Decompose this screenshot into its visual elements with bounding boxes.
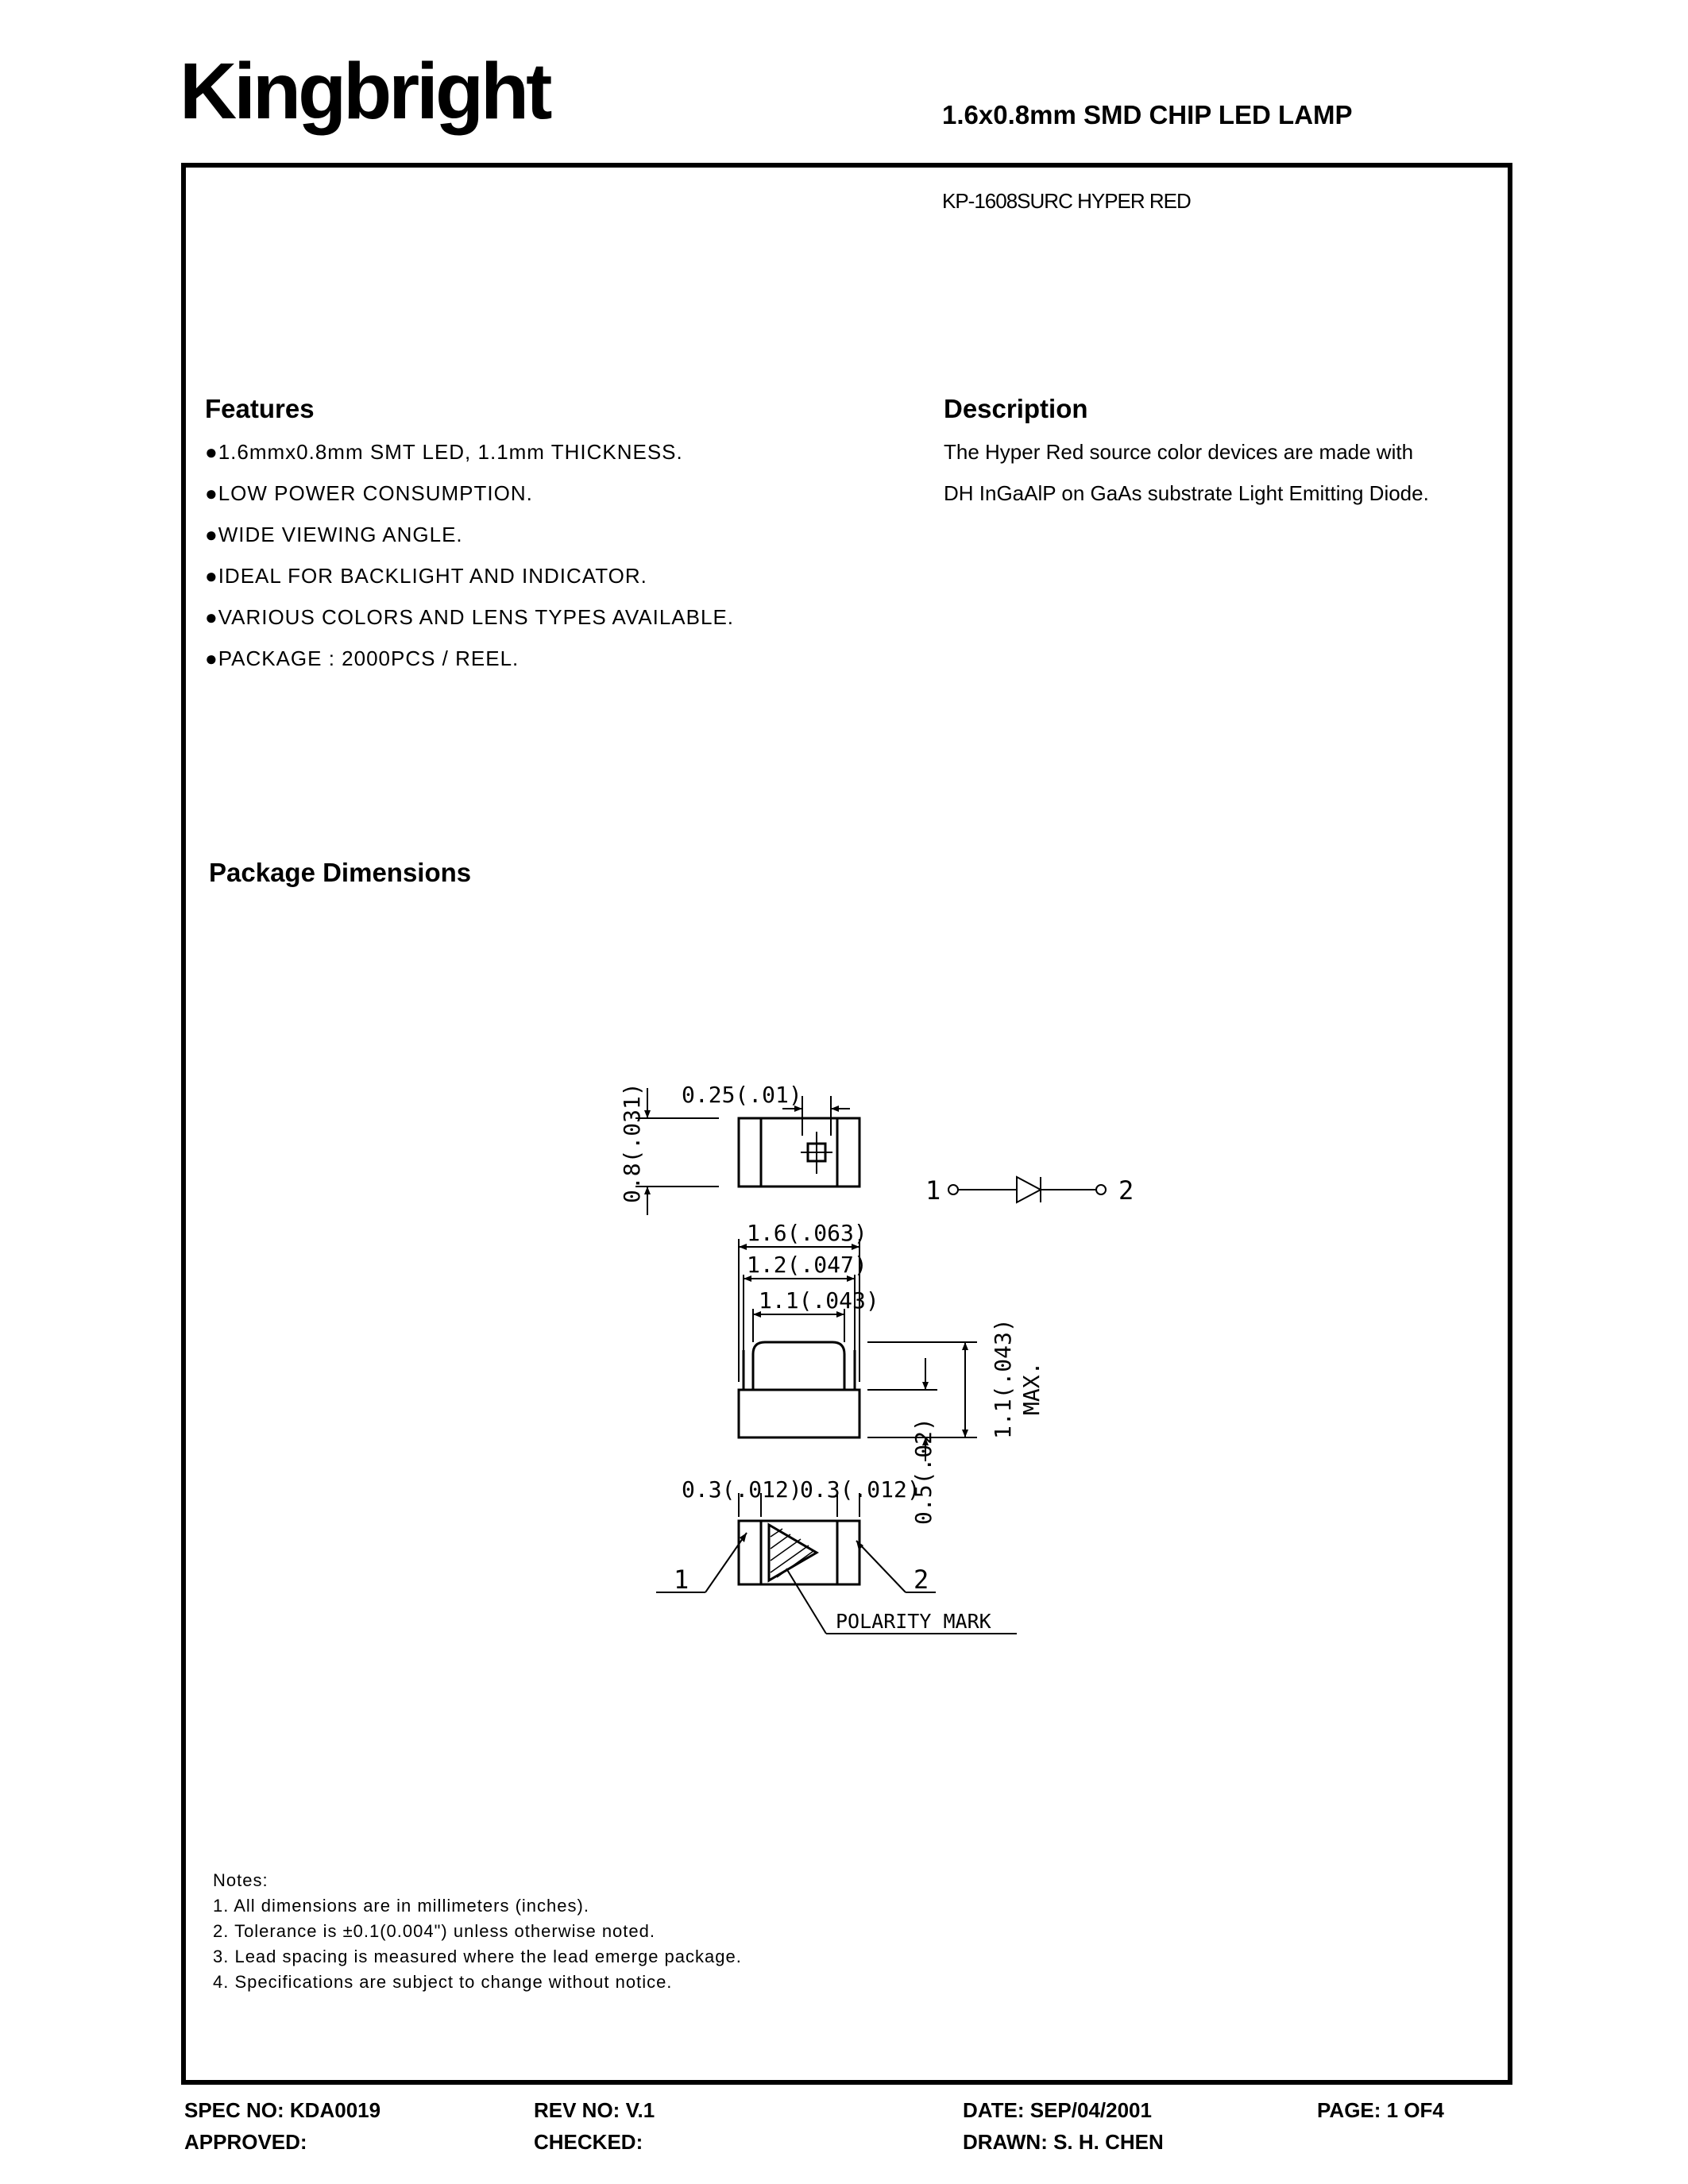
page-number: PAGE: 1 OF4: [1317, 2098, 1444, 2122]
symbol-pin2-label: 2: [1118, 1175, 1134, 1206]
note-item: 2. Tolerance is ±0.1(0.004") unless otherwise noted.: [213, 1921, 655, 1941]
dim-max: MAX.: [1018, 1361, 1045, 1415]
spec-number: SPEC NO: KDA0019: [184, 2098, 381, 2122]
note-item: 3. Lead spacing is measured where the lead emerge package.: [213, 1947, 742, 1966]
pin1-label: 1: [674, 1565, 689, 1595]
checked-label: CHECKED:: [534, 2130, 643, 2154]
note-item: 4. Specifications are subject to change without notice.: [213, 1972, 673, 1992]
feature-item: ●WIDE VIEWING ANGLE.: [205, 523, 463, 546]
part-number: KP-1608SURC HYPER RED: [942, 189, 1191, 213]
symbol-pin1-label: 1: [925, 1175, 941, 1206]
revision-number: REV NO: V.1: [534, 2098, 655, 2122]
note-item: 1. All dimensions are in millimeters (inches).: [213, 1896, 589, 1916]
dim-top-width: 0.25(.01): [682, 1082, 802, 1108]
dim-body: 1.2(.047): [747, 1252, 867, 1278]
description-line: The Hyper Red source color devices are made with: [944, 440, 1414, 464]
document-title: 1.6x0.8mm SMD CHIP LED LAMP: [942, 100, 1353, 129]
feature-item: ●IDEAL FOR BACKLIGHT AND INDICATOR.: [205, 564, 647, 588]
dim-pad-right: 0.3(.012): [800, 1476, 921, 1503]
feature-item: ●LOW POWER CONSUMPTION.: [205, 481, 533, 505]
notes-title: Notes:: [213, 1870, 268, 1890]
feature-item: ●VARIOUS COLORS AND LENS TYPES AVAILABLE.: [205, 605, 735, 629]
feature-item: ●1.6mmx0.8mm SMT LED, 1.1mm THICKNESS.: [205, 440, 683, 464]
features-heading: Features: [205, 394, 315, 423]
polarity-mark-label: POLARITY MARK: [836, 1610, 991, 1633]
drawn-by: DRAWN: S. H. CHEN: [963, 2130, 1164, 2154]
dim-lens: 1.1(.043): [759, 1287, 879, 1314]
feature-item: ●PACKAGE : 2000PCS / REEL.: [205, 646, 520, 670]
dim-thickness: 1.1(.043): [990, 1318, 1016, 1439]
package-dimensions-heading: Package Dimensions: [209, 858, 472, 887]
description-line: DH InGaAlP on GaAs substrate Light Emitting Diode.: [944, 481, 1429, 505]
dim-pad-left: 0.3(.012): [682, 1476, 802, 1503]
kingbright-logo: Kingbright: [180, 47, 550, 136]
pin2-label: 2: [914, 1565, 929, 1595]
dim-top-height: 0.8(.031): [619, 1082, 645, 1203]
approved-label: APPROVED:: [184, 2130, 307, 2154]
description-heading: Description: [944, 394, 1088, 423]
date: DATE: SEP/04/2001: [963, 2098, 1152, 2122]
dim-length: 1.6(.063): [747, 1220, 867, 1246]
dim-pad-height: 0.5(.02): [910, 1418, 937, 1525]
